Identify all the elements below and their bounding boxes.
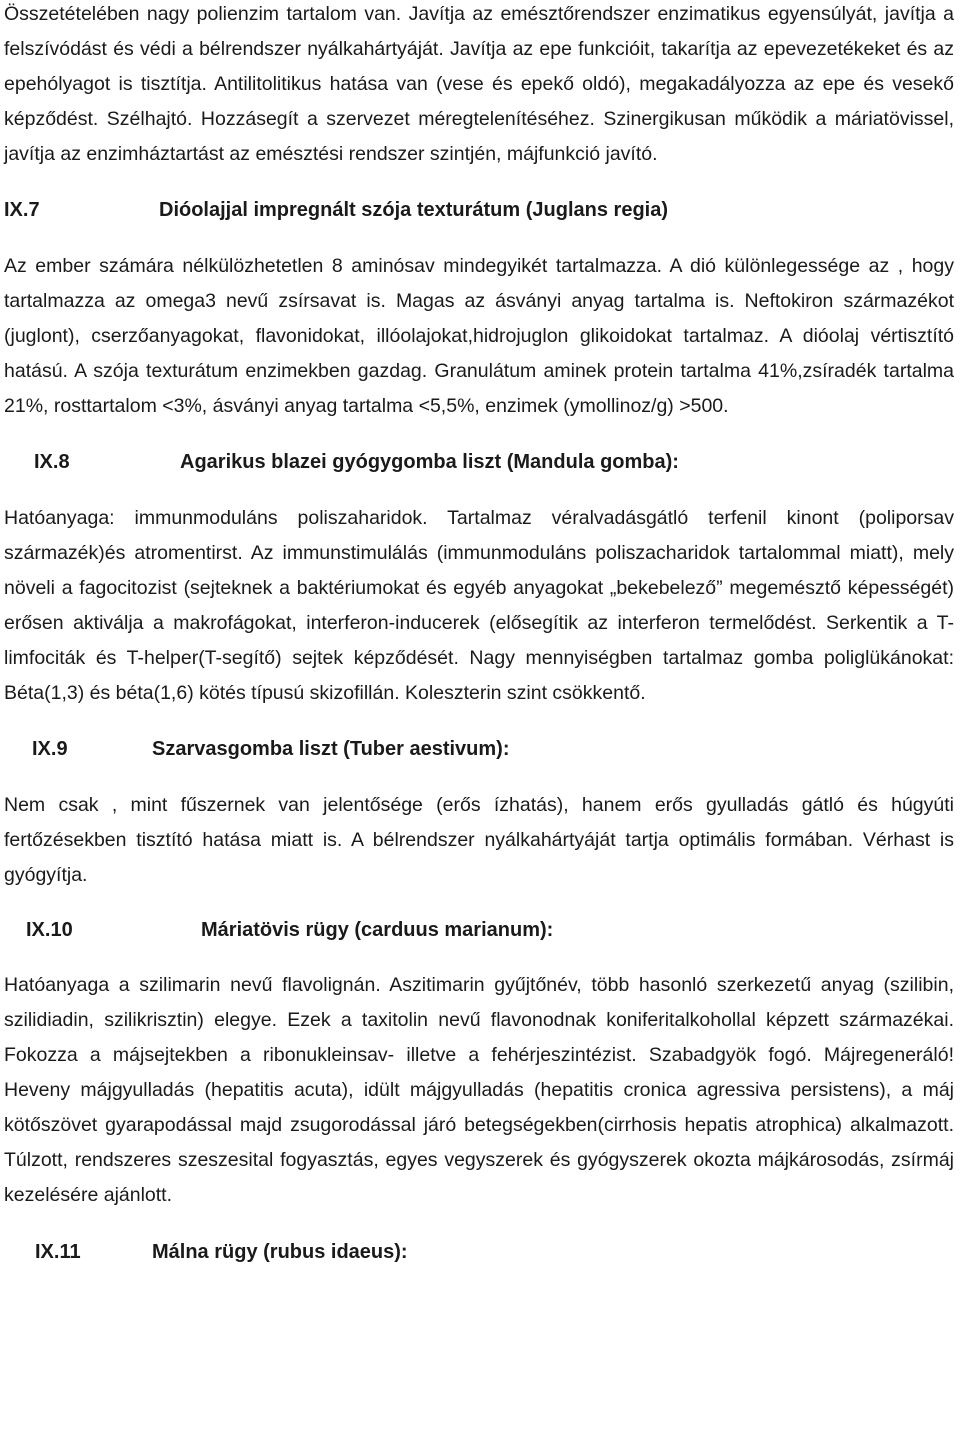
section-number: IX.8 bbox=[34, 451, 70, 473]
section-heading-ix7 bbox=[4, 193, 954, 228]
section-number: IX.9 bbox=[32, 738, 68, 760]
section-paragraph-ix8: Hatóanyaga: immunmoduláns poliszaharidok. Tartalmaz véralvadásgátló terfenil kinont (poliporsav származék)és atromentirst. Az immunstimulálás (immunmoduláns poliszacharidok tartalommal miatt), mely növeli a fagocitozist (sejteknek a baktériumokat és egyéb anyagokat „bekebelező” megemésztő képességét) erősen aktiválja a makrofágokat, interferon-inducerek (elősegítik az interferon termelődést. Serkentik a T-limfociták és T-helper(T-segítő) sejtek képződését. Nagy mennyiségben tartalmaz gomba poliglükánokat: Béta(1,3) és béta(1,6) kötés típusú skizofillán. Koleszterin szint csökkentő. bbox=[4, 507, 954, 704]
section-heading-ix10 bbox=[4, 913, 954, 948]
section-paragraph-ix10: Hatóanyaga a szilimarin nevű flavolignán. Aszitimarin gyűjtőnév, több hasonló szerkezetű anyag (szilibin, szilidiadin, szilikrisztin) elegye. Ezek a taxitolin nevű flavonodnak koniferitalkohollal képzett származékai. Fokozza a májsejtekben a ribonukleinsav- illetve a fehérjeszintézist. Szabadgyök fogó. Májregeneráló! Heveny májgyulladás (hepatitis acuta), idült májgyulladás (hepatitis cronica agressiva persistens), a máj kötőszövet gyarapodással majd zsugorodással járó betegségekben(cirrhosis hepatis atrophica) alkalmazott. Túlzott, rendszeres szeszesital fogyasztás, egyes vegyszerek és gyógyszerek okozta májkárosodás, zsírmáj kezelésére ajánlott. bbox=[4, 974, 954, 1206]
section-title: Máriatövis rügy (carduus marianum): bbox=[201, 919, 554, 941]
intro-paragraph: Összetételében nagy polienzim tartalom van. Javítja az emésztőrendszer enzimatikus egyensúlyát, javítja a felszívódást és védi a bélrendszer nyálkahártyáját. Javítja az epe funkcióit, takarítja az epevezetékeket és az epehólyagot is tisztítja. Antilitolitikus hatása van (vese és epekő oldó), megakadályozza az epe és vesekő képződést. Szélhajtó. Hozzásegít a szervezet méregtelenítéséhez. Szinergikusan működik a máriatövissel, javítja az enzimháztartást az emésztési rendszer szintjén, májfunkció javító. bbox=[4, 3, 954, 165]
section-title: Dióolajjal impregnált szója texturátum (Juglans regia) bbox=[159, 199, 668, 221]
section-paragraph-ix9: Nem csak , mint fűszernek van jelentősége (erős ízhatás), hanem erős gyulladás gátló és húgyúti fertőzésekben tisztító hatása miatt is. A bélrendszer nyálkahártyáját tartja optimális formában. Vérhast is gyógyítja. bbox=[4, 794, 954, 886]
section-number: IX.10 bbox=[26, 919, 73, 941]
section-number: IX.11 bbox=[35, 1241, 81, 1263]
section-number: IX.7 bbox=[4, 199, 40, 221]
section-heading-ix9 bbox=[4, 732, 954, 767]
section-title: Szarvasgomba liszt (Tuber aestivum): bbox=[152, 738, 510, 760]
section-heading-ix11 bbox=[4, 1235, 954, 1270]
section-title: Agarikus blazei gyógygomba liszt (Mandula gomba): bbox=[180, 451, 679, 473]
section-title: Málna rügy (rubus idaeus): bbox=[152, 1241, 408, 1263]
section-heading-ix8 bbox=[4, 445, 954, 480]
section-paragraph-ix7: Az ember számára nélkülözhetetlen 8 aminósav mindegyikét tartalmazza. A dió különlegessége az , hogy tartalmazza az omega3 nevű zsírsavat is. Magas az ásványi anyag tartalma is. Neftokiron származékot (juglont), cserzőanyagokat, flavonidokat, illóolajokat,hidrojuglon glikoidokat tartalmaz. A dióolaj vértisztító hatású. A szója texturátum enzimekben gazdag. Granulátum aminek protein tartalma 41%,zsíradék tartalma 21%, rosttartalom <3%, ásványi anyag tartalma <5,5%, enzimek (ymollinoz/g) >500. bbox=[4, 255, 954, 417]
